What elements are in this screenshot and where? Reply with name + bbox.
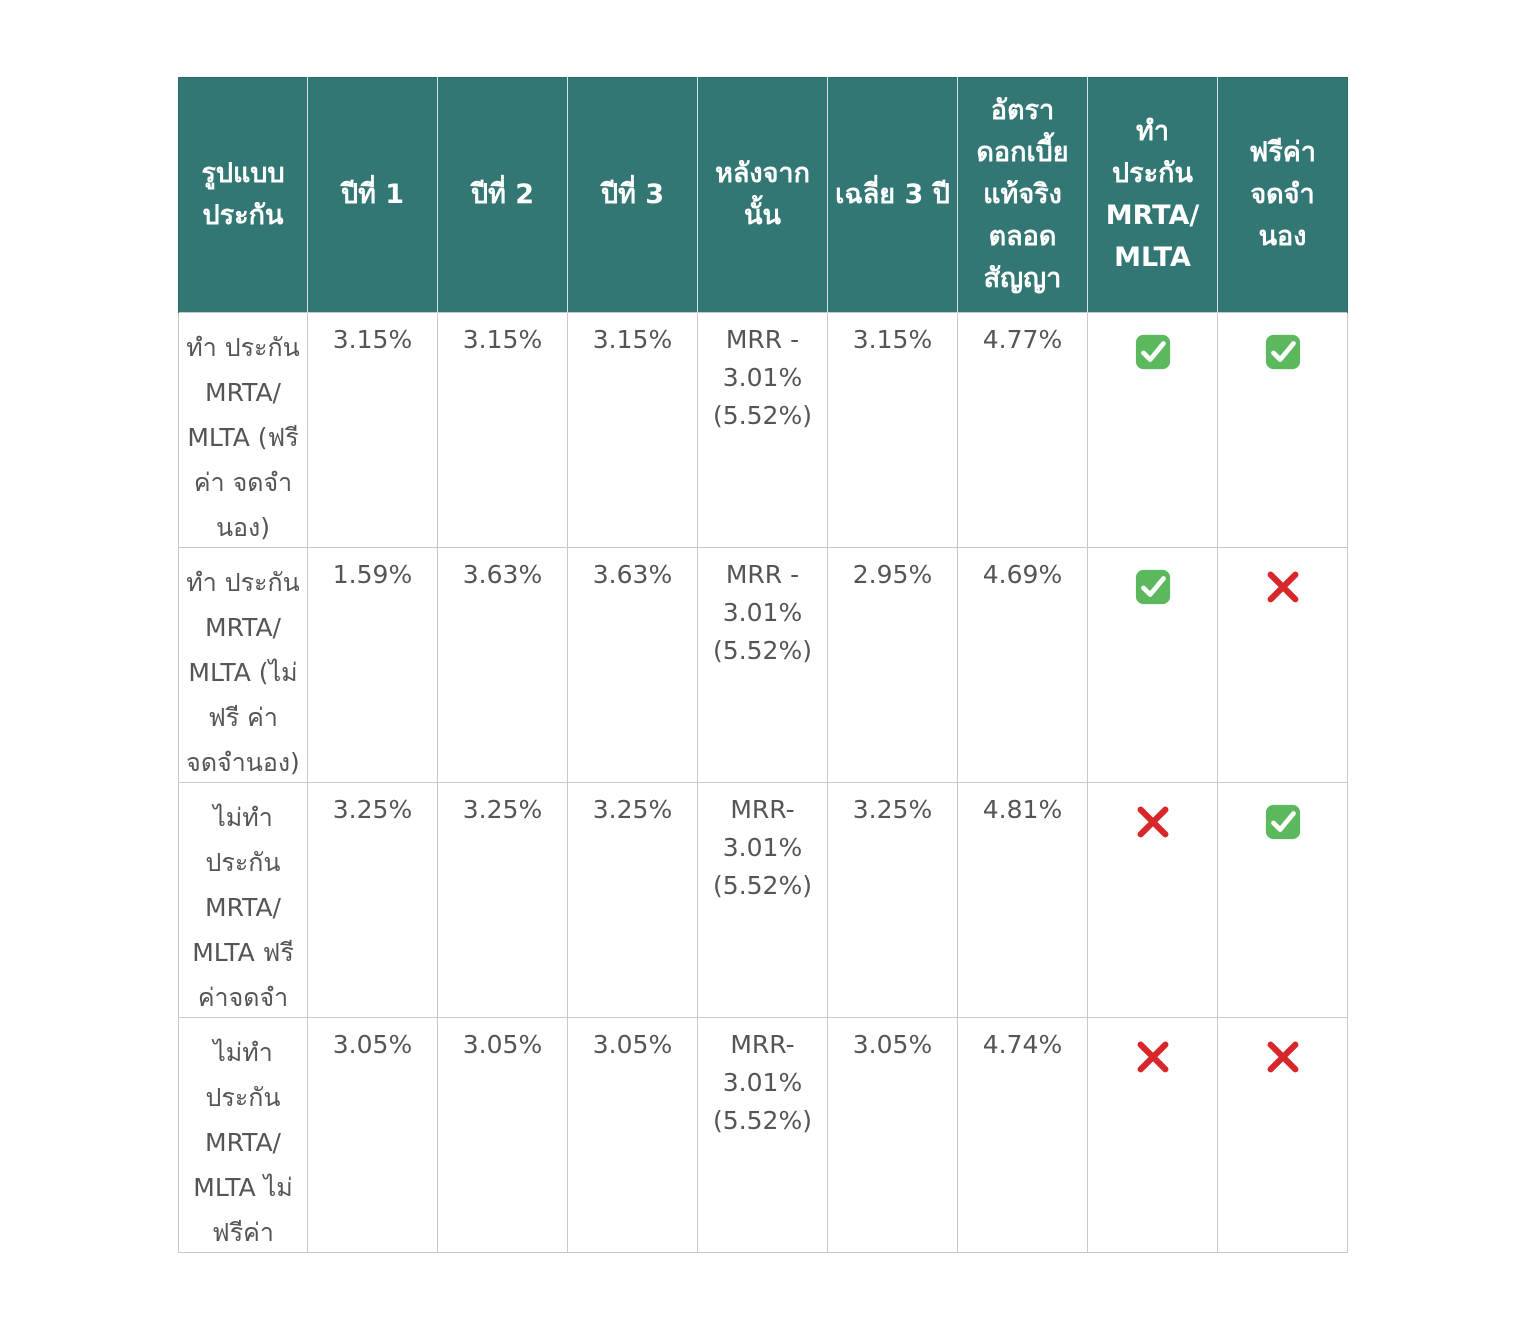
cell-insurance-type	[179, 313, 308, 548]
cell-free-mortgage-fee	[1218, 548, 1348, 783]
loan-comparison-table	[178, 77, 1348, 1253]
cell-mrta-mlta	[1088, 783, 1218, 1018]
header-mrta-mlta: ทำ ประกัน MRTA/ MLTA	[1088, 78, 1218, 313]
header-effective-rate: อัตรา ดอกเบี้ย แท้จริง ตลอด สัญญา	[958, 78, 1088, 313]
header-year-3: ปีที่ 3	[568, 78, 698, 313]
insurance-type-label: ทำ ประกัน MRTA/ MLTA (ไม่ฟรี ค่าจดจำนอง)	[186, 568, 300, 777]
cell-year-1: 3.15%	[308, 313, 438, 548]
cell-effective-rate: 4.74%	[958, 1018, 1088, 1253]
header-insurance-type: รูปแบบ ประกัน	[179, 78, 308, 313]
insurance-type-label: ไม่ทำ ประกัน MRTA/ MLTA ฟรี ค่าจดจำ	[192, 803, 294, 1012]
cell-year-2: 3.25%	[438, 783, 568, 1018]
check-mark-icon	[1264, 333, 1302, 371]
cell-effective-rate: 4.77%	[958, 313, 1088, 548]
cell-year-3: 3.15%	[568, 313, 698, 548]
cell-year-1: 3.05%	[308, 1018, 438, 1253]
insurance-type-label: ไม่ทำ ประกัน MRTA/ MLTA ไม่ ฟรีค่า	[193, 1038, 293, 1247]
cell-year-3: 3.63%	[568, 548, 698, 783]
header-row	[179, 78, 1348, 313]
check-mark-icon	[1264, 803, 1302, 841]
cell-mrta-mlta	[1088, 548, 1218, 783]
header-year-1: ปีที่ 1	[308, 78, 438, 313]
loan-comparison-table-wrapper	[178, 77, 1347, 1253]
cell-after: MRR - 3.01% (5.52%)	[698, 313, 828, 548]
cell-after: MRR-3.01% (5.52%)	[698, 783, 828, 1018]
cell-year-2: 3.63%	[438, 548, 568, 783]
cell-after: MRR - 3.01% (5.52%)	[698, 548, 828, 783]
cross-mark-icon	[1134, 1038, 1172, 1076]
header-average-3-years: เฉลี่ย 3 ปี	[828, 78, 958, 313]
table-row	[179, 313, 1348, 548]
header-after: หลังจาก นั้น	[698, 78, 828, 313]
cell-year-2: 3.15%	[438, 313, 568, 548]
cell-effective-rate: 4.81%	[958, 783, 1088, 1018]
cross-mark-icon	[1264, 1038, 1302, 1076]
check-mark-icon	[1134, 568, 1172, 606]
cell-year-3: 3.25%	[568, 783, 698, 1018]
table-row	[179, 783, 1348, 1018]
cell-year-1: 3.25%	[308, 783, 438, 1018]
cell-average-3-years: 3.25%	[828, 783, 958, 1018]
cell-mrta-mlta	[1088, 313, 1218, 548]
cell-insurance-type	[179, 1018, 308, 1253]
cell-year-1: 1.59%	[308, 548, 438, 783]
cell-after: MRR-3.01% (5.52%)	[698, 1018, 828, 1253]
cell-year-2: 3.05%	[438, 1018, 568, 1253]
cell-free-mortgage-fee	[1218, 313, 1348, 548]
cell-average-3-years: 3.15%	[828, 313, 958, 548]
header-year-2: ปีที่ 2	[438, 78, 568, 313]
cell-average-3-years: 2.95%	[828, 548, 958, 783]
check-mark-icon	[1134, 333, 1172, 371]
cell-insurance-type	[179, 548, 308, 783]
cell-average-3-years: 3.05%	[828, 1018, 958, 1253]
cell-year-3: 3.05%	[568, 1018, 698, 1253]
header-free-mortgage-fee: ฟรีค่า จดจำ นอง	[1218, 78, 1348, 313]
table-row	[179, 548, 1348, 783]
cell-mrta-mlta	[1088, 1018, 1218, 1253]
cell-effective-rate: 4.69%	[958, 548, 1088, 783]
cross-mark-icon	[1264, 568, 1302, 606]
cross-mark-icon	[1134, 803, 1172, 841]
cell-insurance-type	[179, 783, 308, 1018]
table-row	[179, 1018, 1348, 1253]
cell-free-mortgage-fee	[1218, 1018, 1348, 1253]
cell-free-mortgage-fee	[1218, 783, 1348, 1018]
insurance-type-label: ทำ ประกัน MRTA/ MLTA (ฟรีค่า จดจำนอง)	[186, 333, 300, 542]
